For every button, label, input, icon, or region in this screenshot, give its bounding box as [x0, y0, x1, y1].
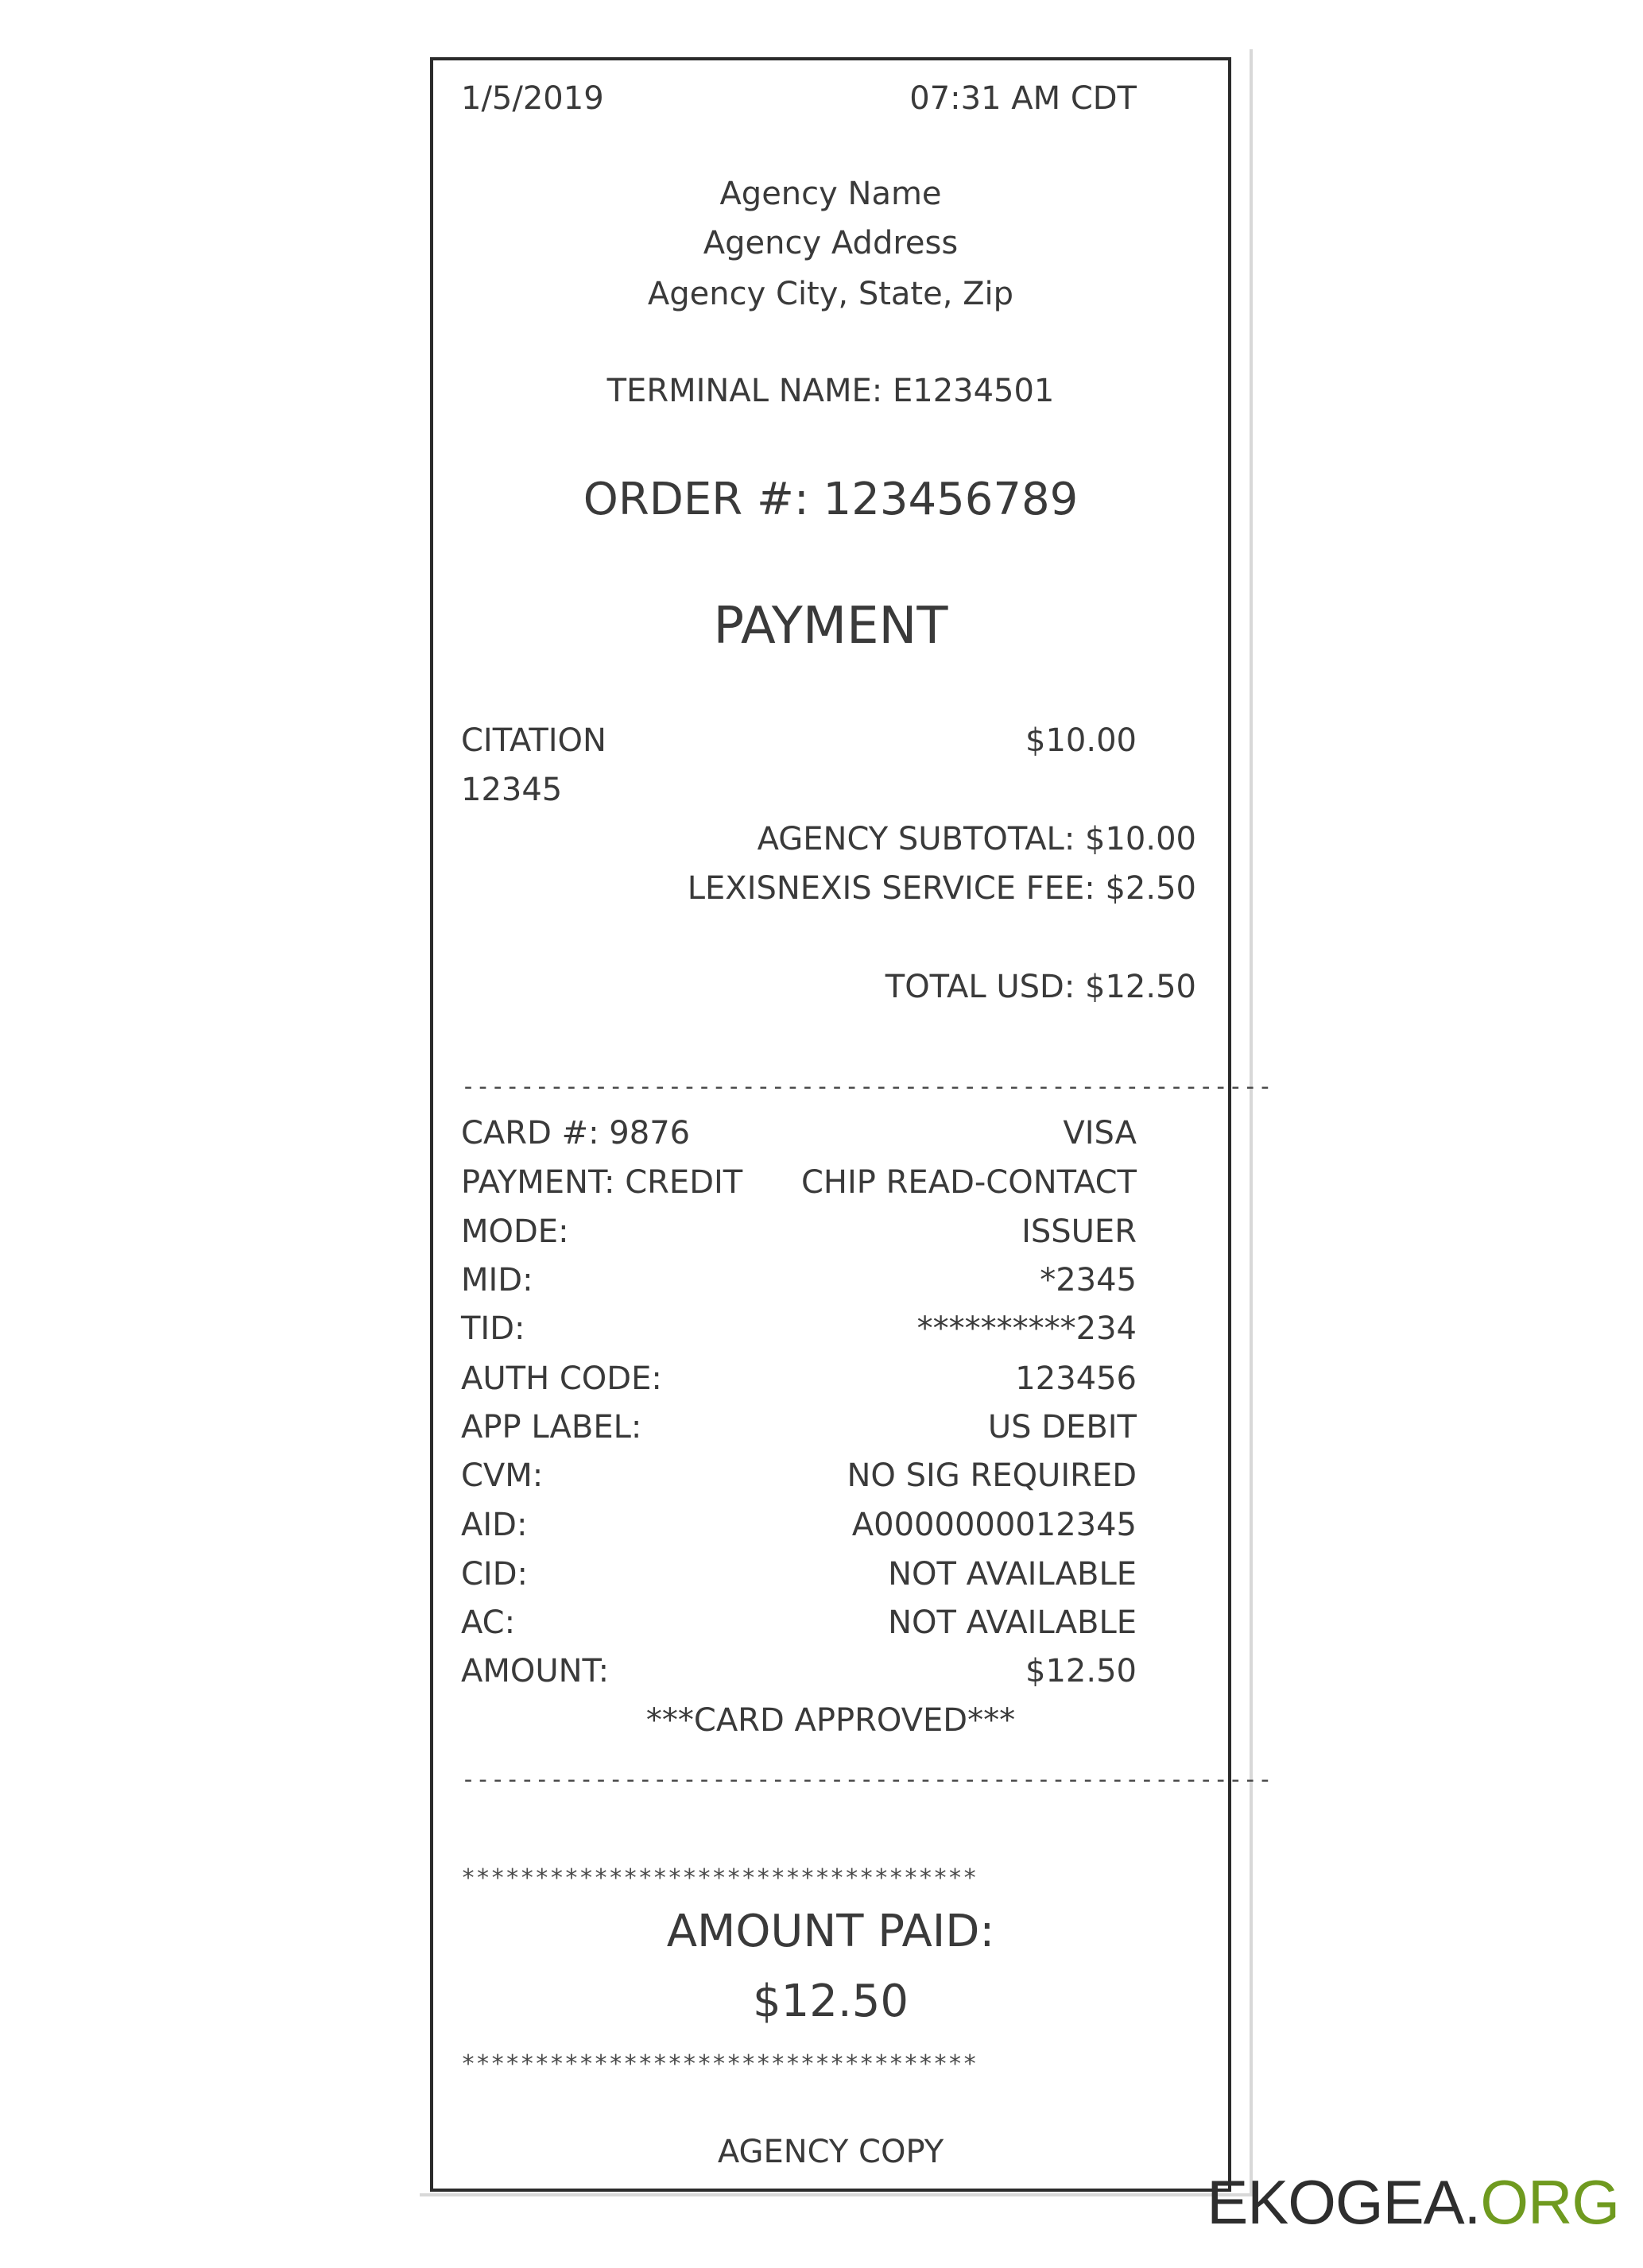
card-detail-label: CARD #: 9876 [461, 1115, 691, 1151]
page-shadow-bottom [420, 2193, 1253, 2196]
card-detail-value: **********234 [916, 1310, 1137, 1347]
card-detail-value: NO SIG REQUIRED [847, 1457, 1137, 1494]
card-detail-label: MID: [461, 1262, 533, 1298]
receipt-date: 1/5/2019 [461, 80, 604, 117]
page-shadow-right [1250, 49, 1253, 2195]
amount-paid-label: AMOUNT PAID: [666, 1906, 995, 1957]
agency-copy-footer: AGENCY COPY [717, 2134, 944, 2170]
agency-city-state-zip: Agency City, State, Zip [647, 276, 1014, 312]
card-detail-label: MODE: [461, 1213, 569, 1250]
card-detail-label: PAYMENT: CREDIT [461, 1164, 743, 1201]
amount-paid-value: $12.50 [753, 1976, 909, 2027]
agency-name: Agency Name [719, 176, 942, 212]
card-detail-label: TID: [461, 1310, 525, 1347]
receipt [430, 57, 1273, 2192]
card-detail-label: APP LABEL: [461, 1409, 642, 1446]
card-detail-value: $12.50 [1025, 1653, 1137, 1689]
stars-top: *********************************** [461, 1864, 978, 1892]
ekogea-watermark [1207, 2166, 1619, 2238]
watermark-part-dark: EKOGEA. [1207, 2167, 1481, 2237]
card-detail-value: NOT AVAILABLE [888, 1604, 1137, 1641]
receipt-time: 07:31 AM CDT [909, 80, 1137, 117]
card-detail-label: CVM: [461, 1457, 544, 1494]
card-approved: ***CARD APPROVED*** [645, 1702, 1016, 1739]
watermark-part-green: ORG [1480, 2167, 1619, 2237]
card-detail-value: *2345 [1040, 1262, 1137, 1298]
card-detail-label: AID: [461, 1507, 528, 1543]
divider-top: ------------------------------------------------------- [461, 1073, 1273, 1101]
card-detail-value: ISSUER [1021, 1213, 1137, 1250]
line-item-amount: $10.00 [1025, 722, 1137, 759]
card-detail-value: NOT AVAILABLE [888, 1556, 1137, 1593]
agency-subtotal: AGENCY SUBTOTAL: $10.00 [757, 821, 1196, 857]
card-detail-value: A0000000012345 [851, 1507, 1137, 1543]
order-number: ORDER #: 123456789 [583, 474, 1079, 525]
card-detail-value: CHIP READ-CONTACT [801, 1164, 1137, 1201]
agency-address: Agency Address [703, 225, 959, 261]
card-detail-value: VISA [1063, 1115, 1137, 1151]
payment-title: PAYMENT [713, 597, 948, 656]
card-detail-value: US DEBIT [987, 1409, 1137, 1446]
card-detail-label: AUTH CODE: [461, 1360, 662, 1397]
line-item-number: 12345 [461, 772, 563, 808]
card-detail-label: AC: [461, 1604, 516, 1641]
total-usd: TOTAL USD: $12.50 [885, 969, 1196, 1005]
card-detail-label: AMOUNT: [461, 1653, 610, 1689]
terminal-name: TERMINAL NAME: E1234501 [606, 373, 1055, 409]
line-item-label: CITATION [461, 722, 606, 759]
stars-bottom: *********************************** [461, 2050, 978, 2078]
service-fee: LEXISNEXIS SERVICE FEE: $2.50 [687, 870, 1196, 907]
card-detail-label: CID: [461, 1556, 529, 1593]
divider-bottom: ------------------------------------------------------- [461, 1766, 1273, 1794]
card-detail-value: 123456 [1015, 1360, 1137, 1397]
